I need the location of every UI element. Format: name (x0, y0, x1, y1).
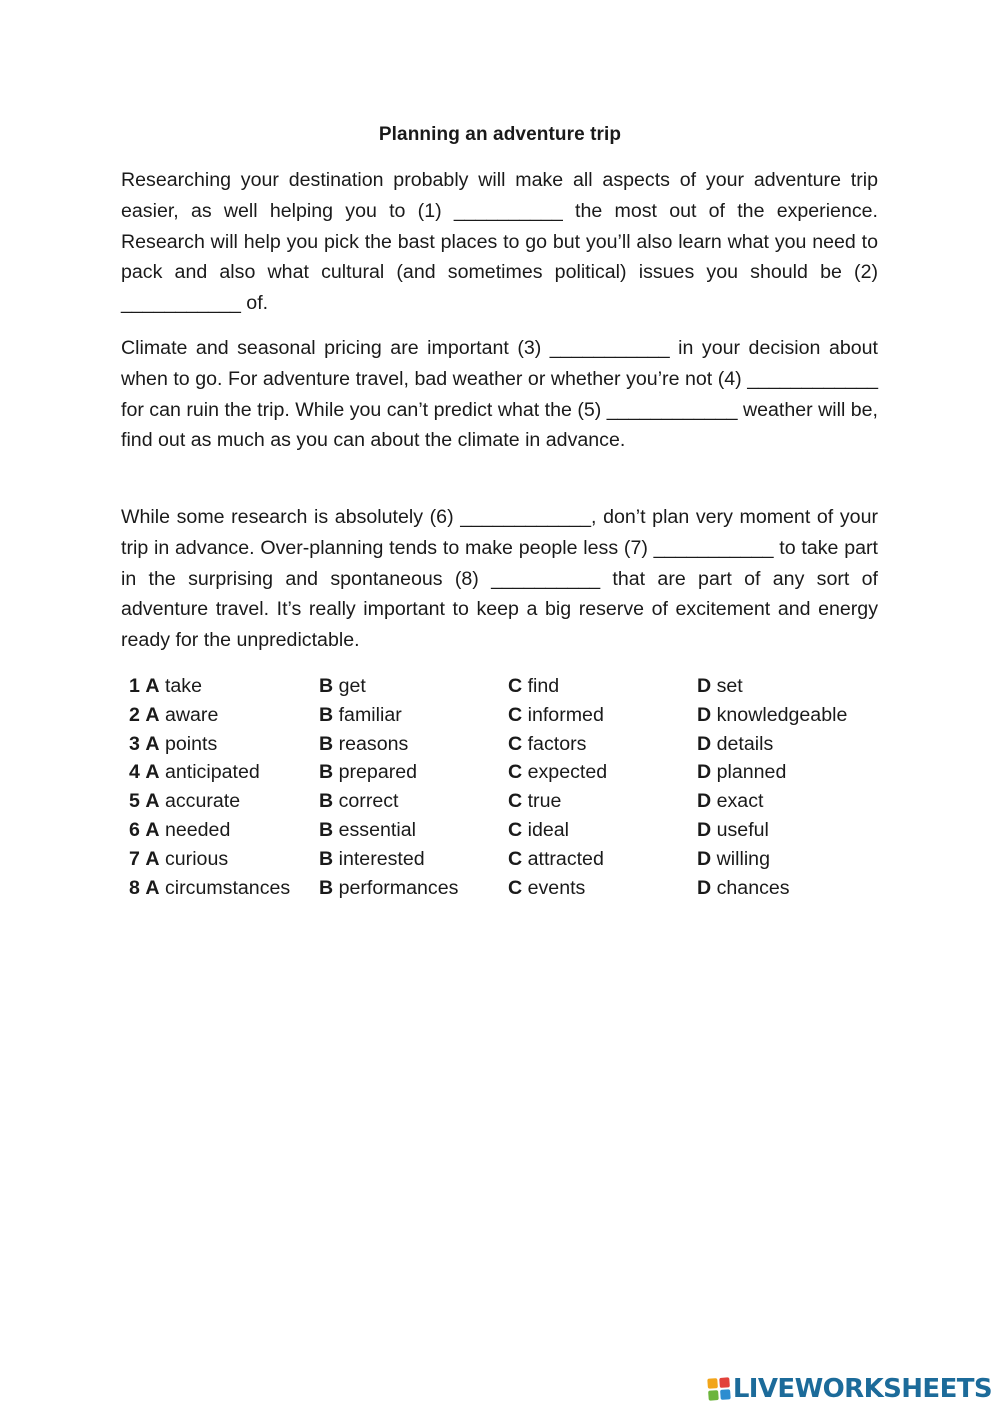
option-row (129, 845, 889, 874)
option-row (129, 672, 889, 701)
option-row (129, 758, 889, 787)
option-d: D planned (697, 761, 787, 784)
paragraph-1: Researching your destination probably will make all aspects of your adventure trip easier, as well helping you to (1) __________ the most out of the experience. Research will help you pick the bast places to go but you’ll also learn what you need to pack and also what cultural (and sometimes political) issues you should be (2) ___________ of. (121, 169, 878, 315)
option-c: C events (508, 876, 586, 899)
answer-options-table (129, 672, 889, 902)
logo-block (707, 1378, 718, 1389)
option-a: 3 A points (129, 732, 218, 755)
option-b: B essential (319, 818, 416, 841)
option-b: B performances (319, 876, 459, 899)
option-a: 8 A circumstances (129, 876, 291, 899)
option-a: 1 A take (129, 675, 203, 697)
option-b: B reasons (319, 732, 409, 755)
option-b: B correct (319, 790, 399, 813)
option-c: C find (508, 675, 560, 697)
paragraph-2: Climate and seasonal pricing are important (3) ___________ in your decision about when to go. For adventure travel, bad weather or whether you’re not (4) ____________ for can ruin the trip. While you can’t predict what the (5) ____________ weather will be, find out as much as you can about the climate in advance. (121, 337, 878, 452)
option-c: C ideal (508, 818, 570, 841)
page-title: Planning an adventure trip (378, 124, 622, 145)
option-d: D set (697, 675, 743, 697)
option-a: 4 A anticipated (129, 761, 260, 784)
option-d: D useful (697, 818, 769, 841)
option-a: 2 A aware (129, 703, 219, 726)
option-d: D details (697, 732, 774, 755)
option-b: B familiar (319, 703, 402, 726)
option-d: D chances (697, 876, 790, 899)
logo-block (720, 1389, 731, 1400)
option-c: C attracted (508, 847, 604, 870)
logo-block (719, 1377, 730, 1388)
option-c: C expected (508, 761, 608, 784)
logo-text: LIVEWORKSHEETS (732, 1374, 992, 1404)
option-a: 7 A curious (129, 847, 229, 870)
option-c: C factors (508, 732, 587, 755)
option-b: B get (319, 675, 366, 697)
option-d: D knowledgeable (697, 703, 848, 726)
option-row (129, 701, 889, 730)
option-b: B prepared (319, 761, 418, 784)
option-d: D exact (697, 790, 764, 813)
paragraph-3: While some research is absolutely (6) ____________, don’t plan very moment of your trip in advance. Over-planning tends to make people less (7) ___________ to take part in the surprising and spontaneous (8) __________ that are part of any sort of adventure travel. It’s really important to keep a big reserve of excitement and energy ready for the unpredictable. (121, 506, 878, 652)
option-d: D willing (697, 847, 770, 870)
option-row (129, 816, 889, 845)
option-row (129, 787, 889, 816)
option-row (129, 874, 889, 903)
logo-blocks-icon (707, 1377, 730, 1400)
logo-block (708, 1390, 719, 1401)
option-row (129, 730, 889, 759)
option-c: C informed (508, 703, 604, 726)
option-b: B interested (319, 847, 425, 870)
option-c: C true (508, 790, 562, 813)
option-a: 5 A accurate (129, 790, 241, 813)
liveworksheets-logo[interactable] (708, 1374, 992, 1404)
option-a: 6 A needed (129, 818, 231, 841)
